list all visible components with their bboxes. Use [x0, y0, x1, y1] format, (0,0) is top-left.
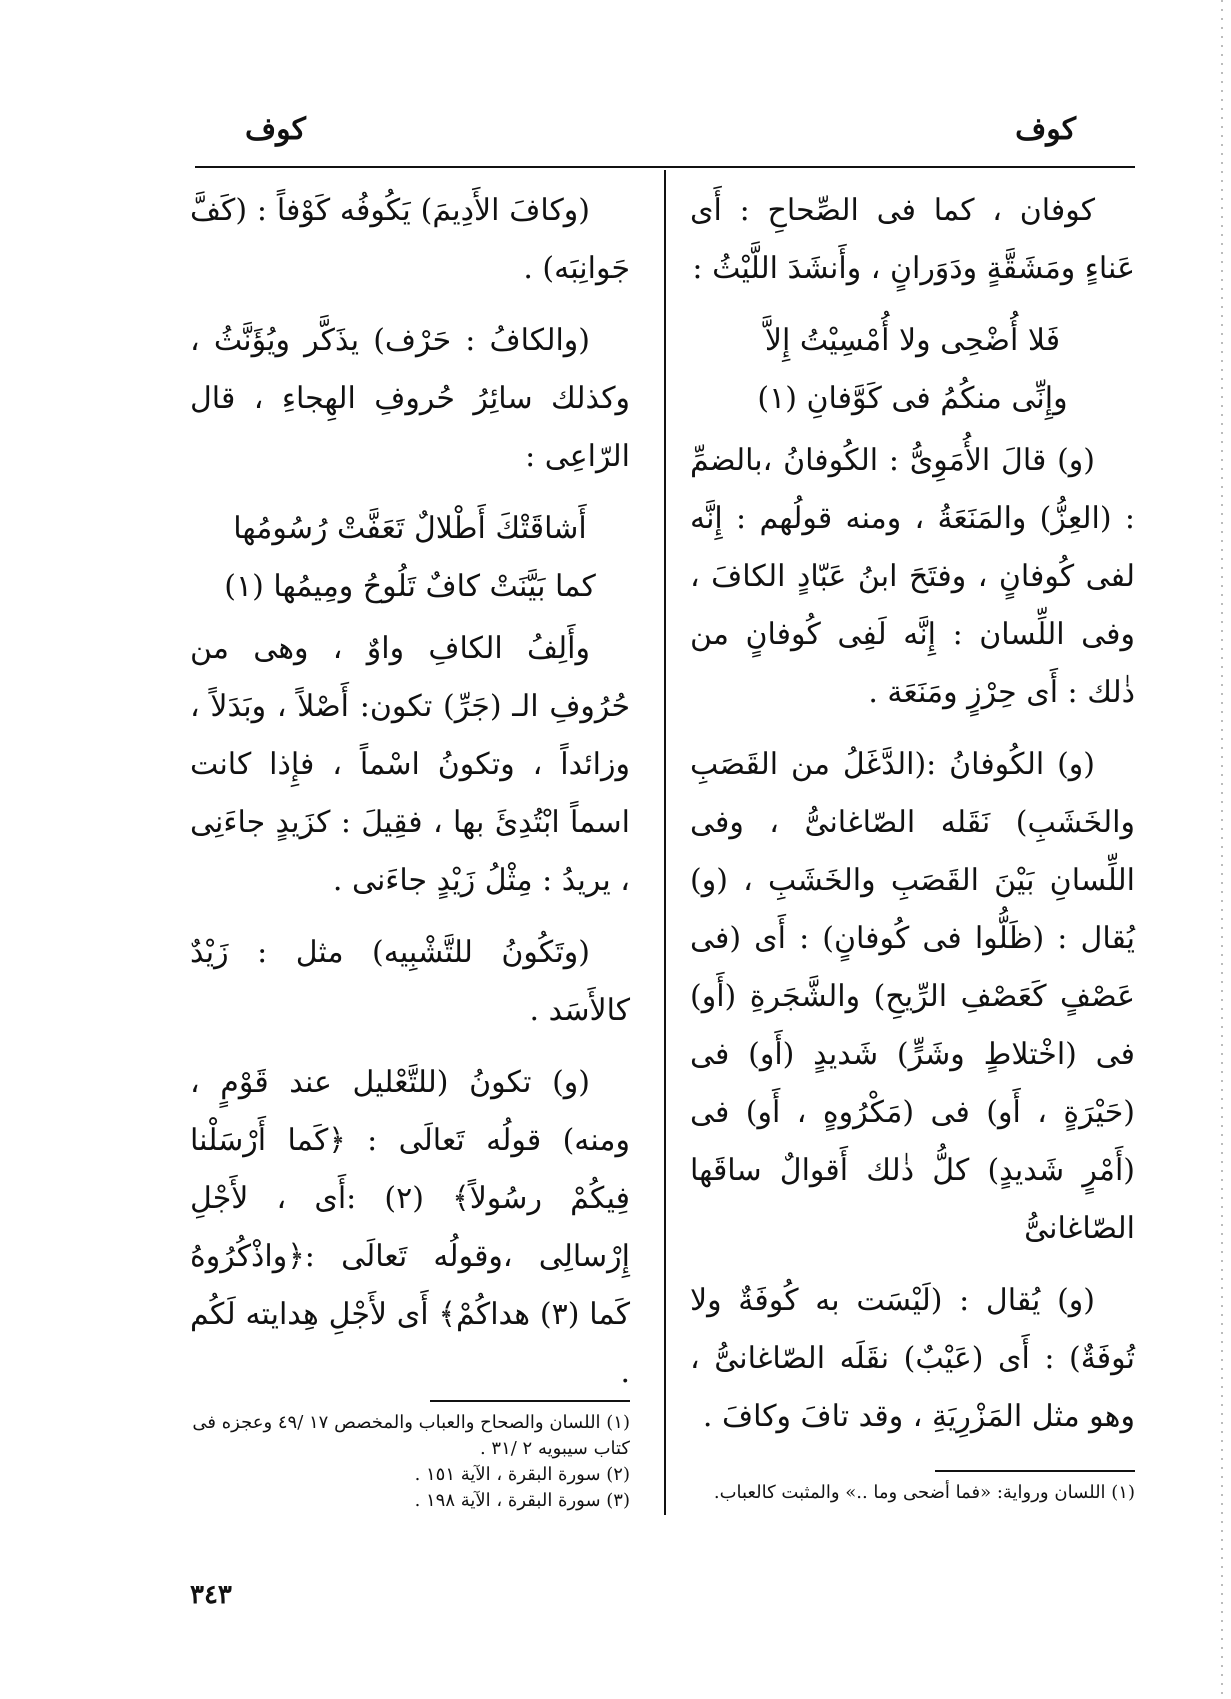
paragraph: (و) يُقال : (لَيْسَت به كُوفَةٌ ولا تُوفَةٌ) : أَى (عَيْبٌ) نقَلَه الصّاغانىُّ ، وهو مثل المَزْرِيَةِ ، وقد تافَ وكافَ .: [690, 1283, 1135, 1434]
running-head-right: كوف: [1015, 112, 1076, 147]
paragraph: (و) تكونُ (للتَّعْليل عند قَوْمٍ ، ومنه) قولُه تَعالَى : ﴿كَما أَرْسَلْنا فِيكُمْ رسُولاً﴾ (٢) :أَى ، لأَجْلِ إِرْسالِى ،وقولُه تَعالَى :﴿واذْكُرُوهُ كَما (٣) هداكُمْ﴾ أَى لأَجْلِ هِدايته لَكُم .: [190, 1065, 631, 1390]
paragraph: (والكافُ : حَرْف) يذَكَّر ويُؤَنَّثُ ، وكذلك سائِرُ حُروفِ الهِجاءِ ، قال الرّاعِى :: [190, 323, 630, 474]
verse-line: كما بَيَّنَتْ كافٌ تَلُوحُ ومِيمُها (١): [224, 569, 596, 604]
verse: [690, 312, 1135, 428]
header-rule: [195, 166, 1135, 168]
footnotes-left: [190, 1410, 630, 1514]
right-column: [690, 182, 1135, 1460]
verse-line: أَشاقَتْكَ أَطْلالٌ تَعَفَّتْ رُسُومُها: [233, 511, 587, 546]
page-number: ٣٤٣: [190, 1580, 232, 1610]
footnote: (١) اللسان ورواية: «فما أضحى وما ..» والمثبت كالعباب.: [713, 1482, 1135, 1503]
footnote: (٢) سورة البقرة ، الآية ١٥١ .: [414, 1464, 630, 1485]
verse-line: وإِنِّى منكُمُ فى كَوَّفانِ (١): [757, 381, 1068, 416]
footnote: (٣) سورة البقرة ، الآية ١٩٨ .: [414, 1490, 630, 1511]
margin-dotted-line: [1221, 0, 1223, 1699]
running-head-left: كوف: [245, 112, 306, 147]
footnotes-right: [690, 1480, 1135, 1506]
column-divider: [664, 170, 666, 1515]
footnote-rule-left: [430, 1400, 630, 1402]
footnote-rule-right: [935, 1470, 1135, 1472]
paragraph: (وكافَ الأَدِيمَ) يَكُوفُه كَوْفاً : (كَفَّ جَوانِبَه) .: [190, 193, 630, 286]
paragraph: كوفان ، كما فى الصِّحاحِ : أَى عَناءٍ ومَشَقَّةٍ ودَوَرانٍ ، وأَنشَدَ اللَّيْثُ :: [690, 193, 1135, 286]
verse: [190, 500, 630, 616]
verse-line: فَلا أُضْحِى ولا أُمْسِيْتُ إِلاَّ: [764, 323, 1061, 358]
paragraph: وأَلِفُ الكافِ واوٌ ، وهى من حُرُوفِ الـ (جَرِّ) تكون: أَصْلاً ، وبَدَلاً ، وزائداً ، وتكونُ اسْماً ، فإِذا كانت اسماً ابْتُدِئَ بها ، فقِيلَ : كزَيدٍ جاءَنِى ، يريدُ : مِثْلُ زَيْدٍ جاءَنى .: [190, 631, 630, 898]
left-column: [190, 182, 630, 1416]
paragraph: (و) قالَ الأُمَوِىُّ : الكُوفانُ ،بالضمِّ : (العِزُّ) والمَنَعَةُ ، ومنه قولُهم : إِنَّه لفى كُوفانٍ ، وفتَحَ ابنُ عَبّادٍ الكافَ ، وفى اللِّسان : إِنَّه لَفِى كُوفانٍ من ذٰلك : أَى حِرْزٍ ومَنَعَة .: [690, 443, 1135, 710]
footnote: (١) اللسان والصحاح والعباب والمخصص ١٧ /٤٩ وعجزه فى كتاب سيبويه ٢ /٣١ .: [192, 1412, 630, 1459]
paragraph: (و) الكُوفانُ :(الدَّغَلُ من القَصَبِ والخَشَبِ) نَقَله الصّاغانىُّ ، وفى اللِّسانِ بَيْنَ القَصَبِ والخَشَبِ ، (و) يُقال : (ظَلُّوا فى كُوفانٍ) : أَى (فى عَصْفٍ كَعَصْفِ الرِّيحِ) والشَّجَرةِ (أَو) فى (اخْتلاطٍ وشَرٍّ) شَديدٍ (أَو) فى (حَيْرَةٍ ، أَو) فى (مَكْرُوهٍ ، أَو) فى (أَمْرٍ شَديدٍ) كلُّ ذٰلك أَقوالٌ ساقَها الصّاغانىُّ: [690, 747, 1135, 1246]
paragraph: (وتَكُونُ للتَّشْبِيه) مثل : زَيْدٌ كالأَسَد .: [190, 935, 630, 1028]
